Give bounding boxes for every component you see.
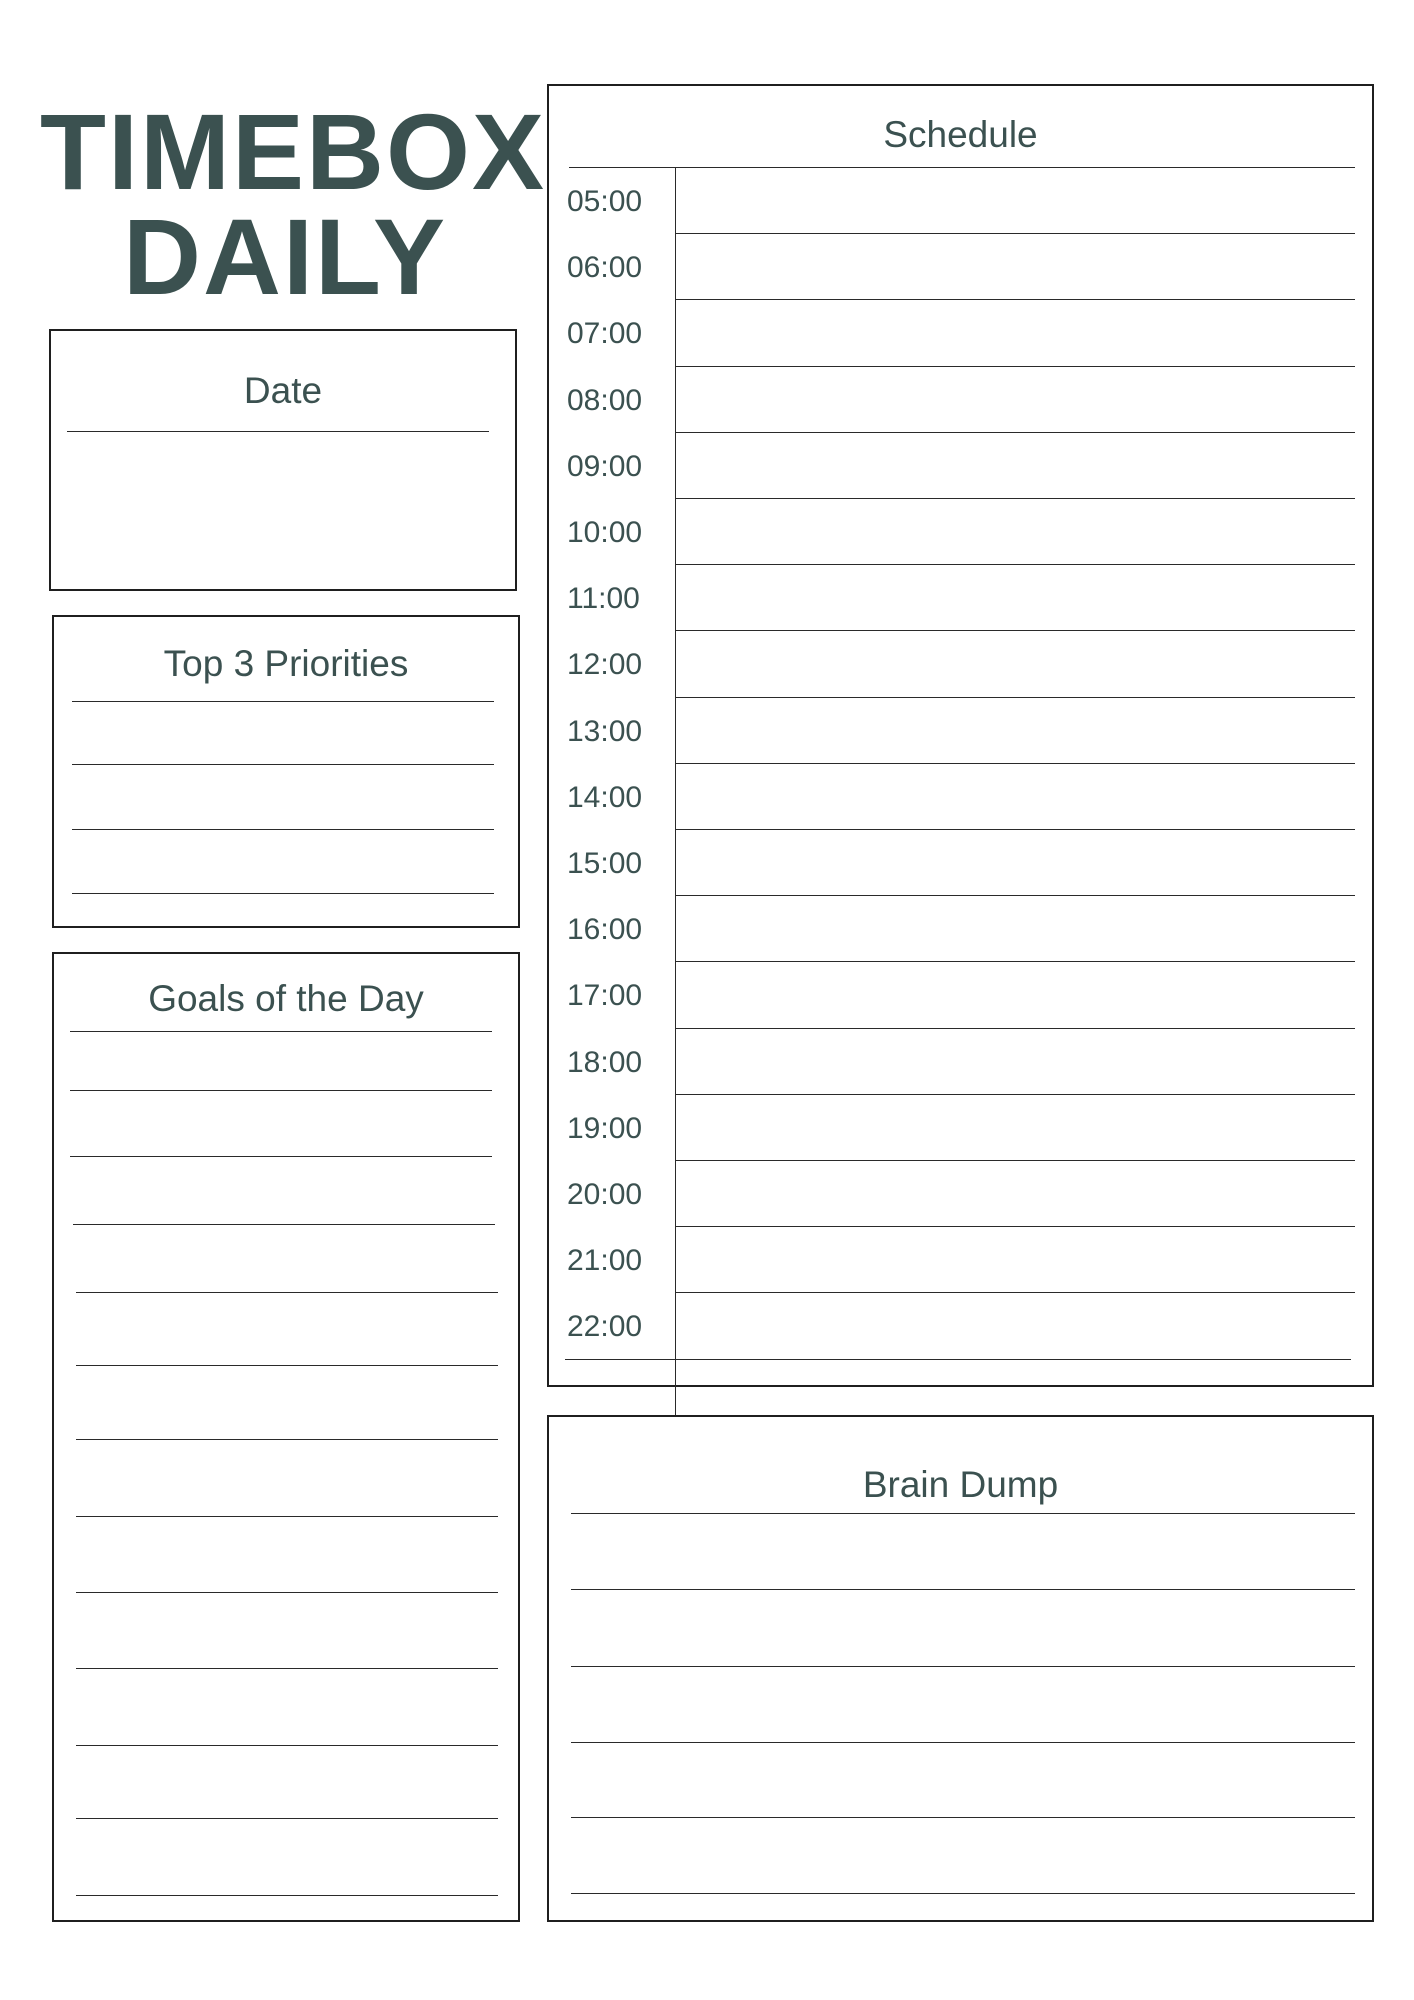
schedule-entry-field[interactable] [677, 168, 1355, 232]
schedule-time-divider [675, 167, 676, 1442]
goal-line[interactable] [73, 1224, 495, 1225]
schedule-entry-field[interactable] [677, 896, 1355, 960]
schedule-time-label: 20:00 [567, 1178, 643, 1211]
goal-line[interactable] [76, 1516, 498, 1517]
schedule-entry-field[interactable] [677, 1095, 1355, 1159]
schedule-time-label: 18:00 [567, 1045, 643, 1079]
schedule-entry-field[interactable] [677, 830, 1355, 894]
schedule-box [547, 84, 1374, 1387]
brain-dump-line[interactable] [571, 1589, 1355, 1590]
goal-line[interactable] [76, 1895, 498, 1896]
priorities-heading-rule [72, 701, 494, 702]
schedule-entry-field[interactable] [677, 433, 1355, 497]
schedule-entry-field[interactable] [677, 565, 1355, 629]
page-title-line-1: TIMEBOX [40, 91, 547, 212]
schedule-time-label: 21:00 [567, 1244, 643, 1278]
goal-line[interactable] [76, 1818, 498, 1819]
schedule-entry-field[interactable] [677, 1227, 1355, 1291]
schedule-entry-field[interactable] [677, 698, 1355, 762]
schedule-time-label: 15:00 [567, 847, 643, 880]
schedule-entry-field[interactable] [677, 1293, 1355, 1357]
schedule-time-label: 07:00 [567, 317, 643, 351]
page-title-line-2: DAILY [122, 196, 448, 317]
goal-line[interactable] [70, 1090, 492, 1091]
schedule-time-label: 19:00 [567, 1111, 643, 1145]
brain-dump-heading-rule [571, 1513, 1355, 1514]
schedule-entry-field[interactable] [677, 234, 1355, 298]
brain-dump-line[interactable] [571, 1817, 1355, 1818]
goal-line[interactable] [76, 1668, 498, 1669]
schedule-time-label: 08:00 [567, 383, 643, 417]
schedule-time-label: 22:00 [567, 1310, 643, 1344]
schedule-time-label: 16:00 [567, 913, 643, 947]
schedule-time-label: 13:00 [567, 714, 643, 748]
schedule-time-label: 12:00 [567, 648, 643, 682]
priority-line[interactable] [72, 893, 494, 894]
schedule-entry-field[interactable] [677, 367, 1355, 431]
schedule-time-label: 11:00 [567, 582, 640, 616]
date-entry-area[interactable] [67, 435, 499, 579]
schedule-heading: Schedule [883, 114, 1038, 155]
goals-heading: Goals of the Day [148, 978, 424, 1019]
schedule-entry-field[interactable] [677, 499, 1355, 563]
schedule-time-label: 05:00 [567, 185, 643, 218]
date-heading-rule [67, 431, 489, 432]
schedule-entry-field[interactable] [677, 764, 1355, 828]
goals-heading-rule [70, 1031, 492, 1032]
priorities-heading: Top 3 Priorities [163, 643, 409, 684]
schedule-time-label: 09:00 [567, 449, 643, 483]
priority-line[interactable] [72, 829, 494, 830]
goal-line[interactable] [76, 1292, 498, 1293]
schedule-time-label: 17:00 [567, 979, 643, 1013]
schedule-entry-field[interactable] [677, 631, 1355, 695]
schedule-time-label: 10:00 [567, 516, 643, 549]
schedule-time-label: 14:00 [567, 780, 643, 814]
priorities-box [52, 615, 520, 928]
brain-dump-line[interactable] [571, 1893, 1355, 1894]
brain-dump-heading: Brain Dump [862, 1464, 1059, 1505]
goal-line[interactable] [76, 1592, 498, 1593]
goal-line[interactable] [76, 1365, 498, 1366]
schedule-entry-field[interactable] [677, 1029, 1355, 1093]
brain-dump-box [547, 1415, 1374, 1922]
priority-line[interactable] [72, 764, 494, 765]
schedule-entry-field[interactable] [677, 962, 1355, 1026]
goal-line[interactable] [76, 1745, 498, 1746]
brain-dump-line[interactable] [571, 1742, 1355, 1743]
schedule-row-line [565, 1359, 1351, 1360]
schedule-entry-field[interactable] [677, 1161, 1355, 1225]
schedule-entry-field[interactable] [677, 300, 1355, 364]
brain-dump-line[interactable] [571, 1666, 1355, 1667]
goal-line[interactable] [70, 1156, 492, 1157]
date-box [49, 329, 517, 591]
goals-box [52, 952, 520, 1922]
schedule-time-label: 06:00 [567, 251, 643, 285]
goal-line[interactable] [76, 1439, 498, 1440]
date-heading: Date [243, 370, 323, 411]
